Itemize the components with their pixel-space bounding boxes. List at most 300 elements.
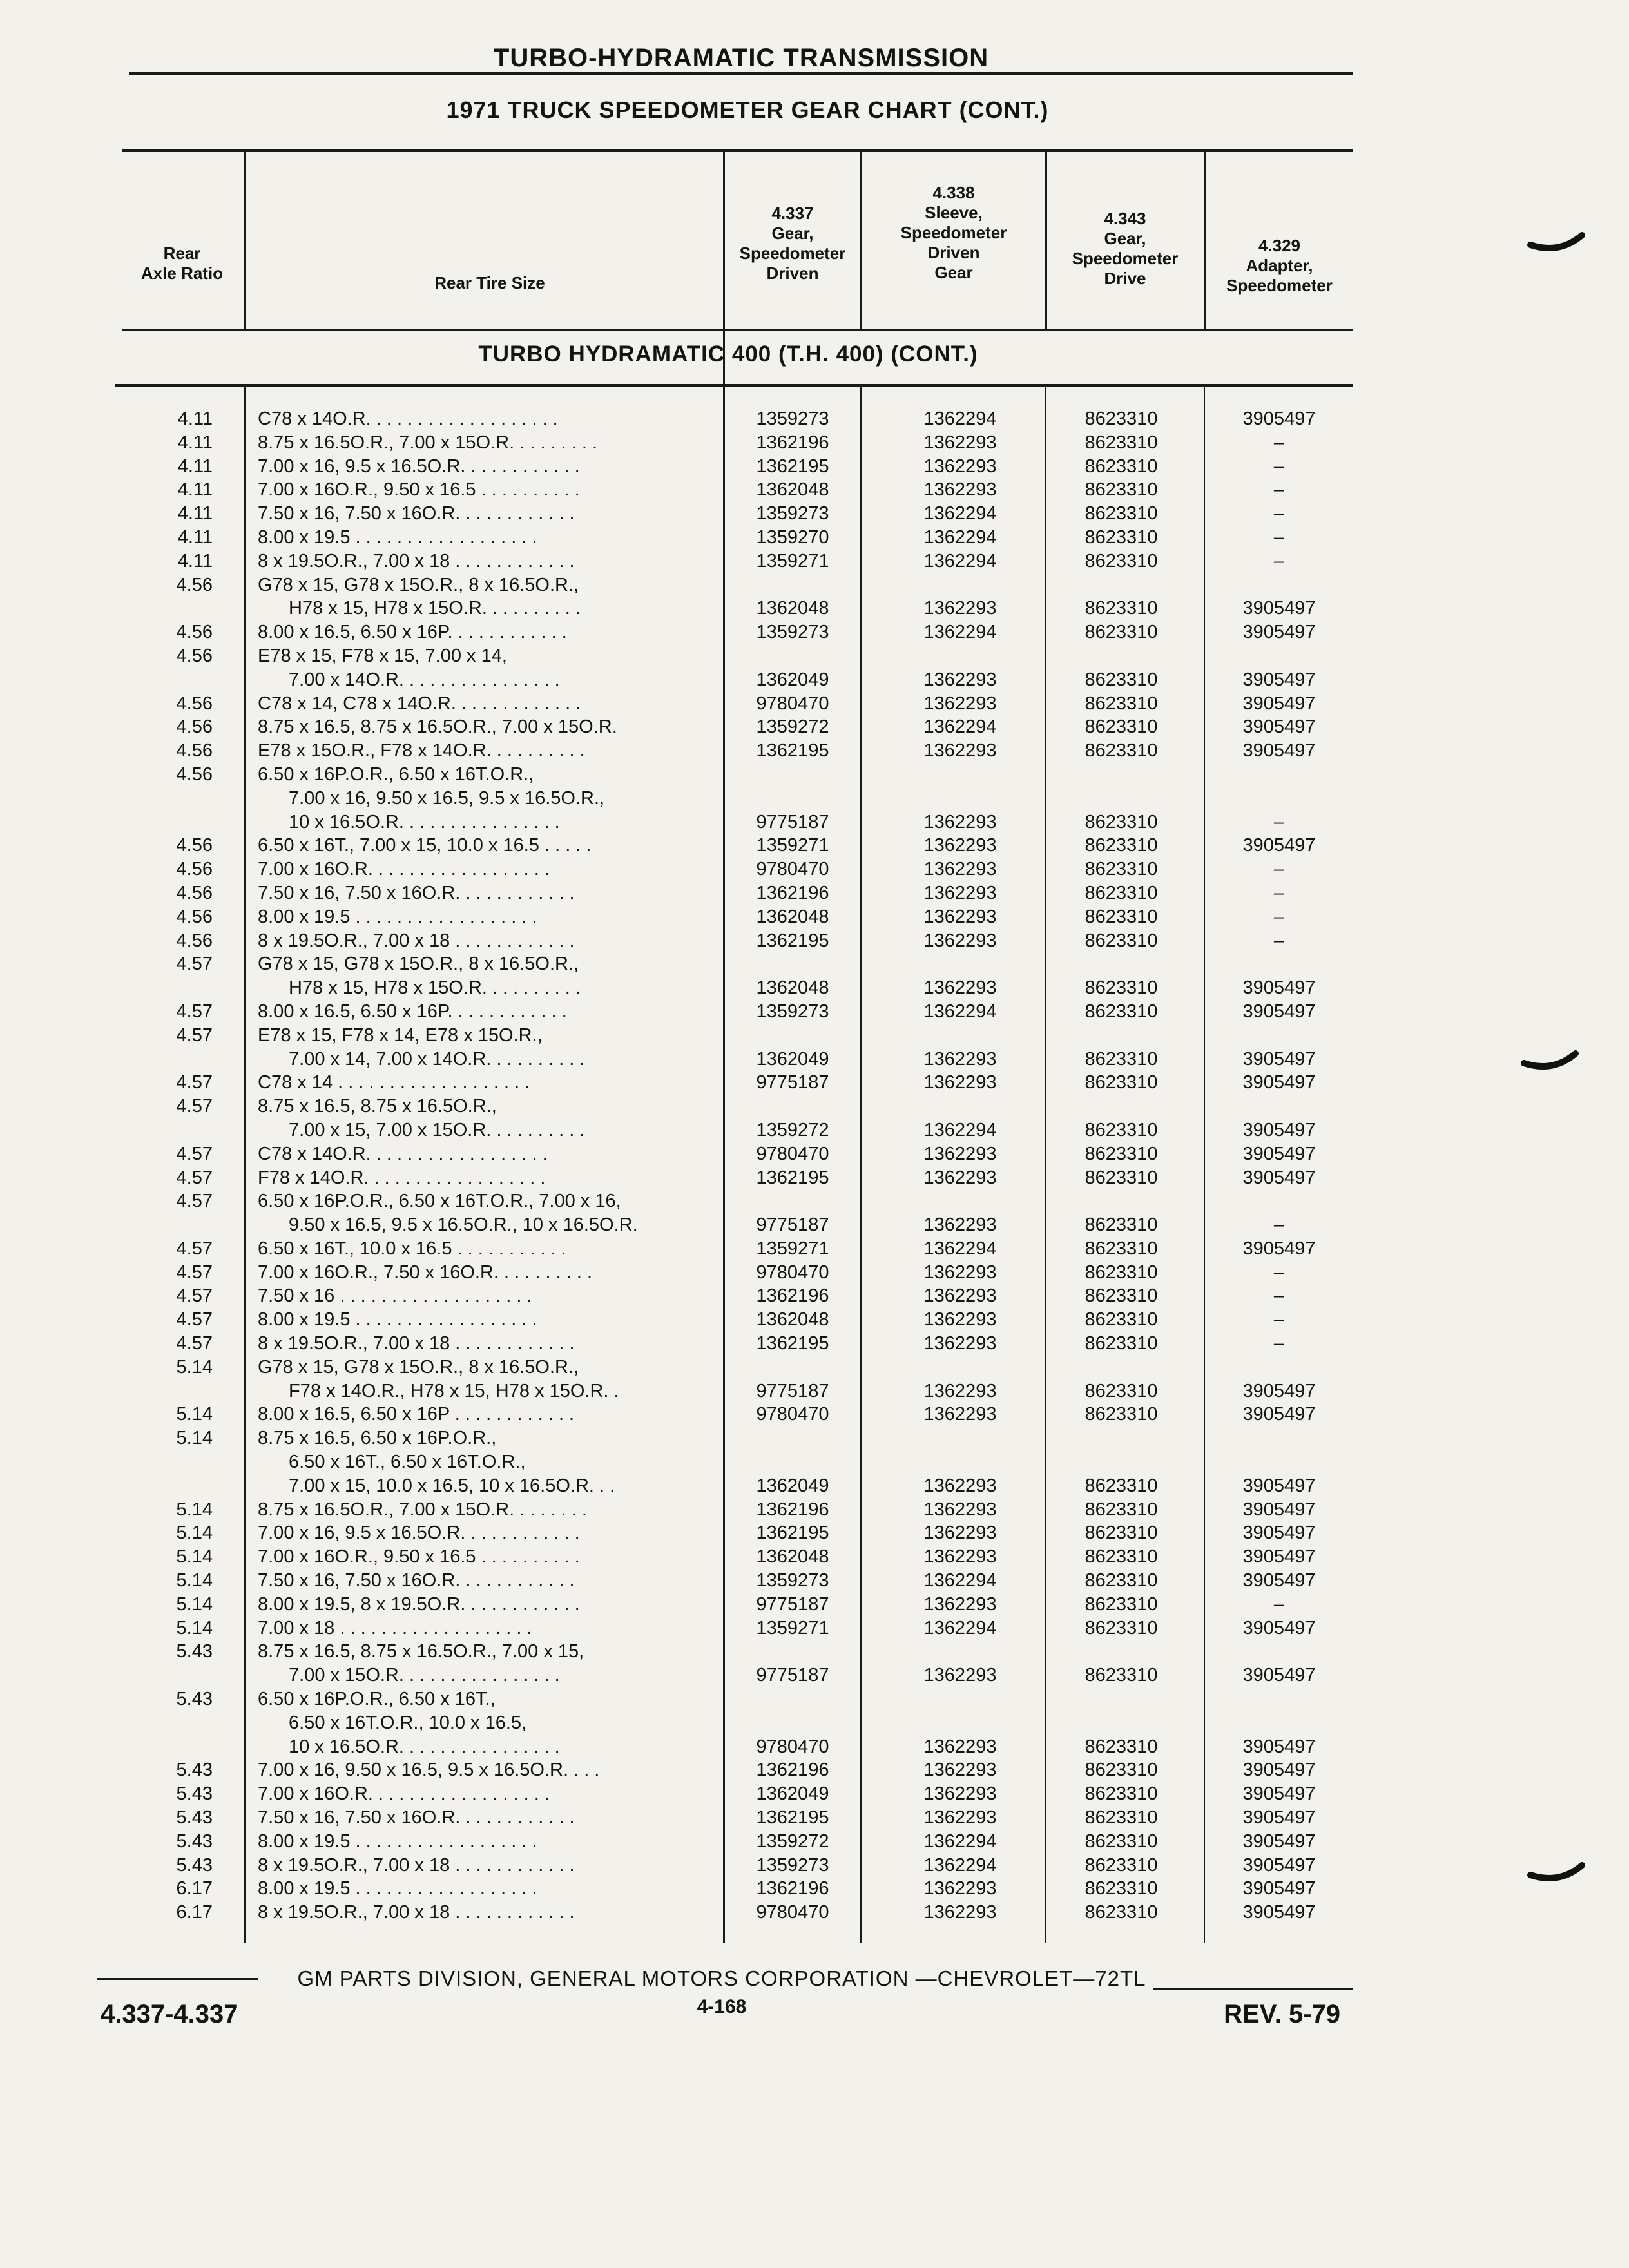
- speedometer-adapter-part: 3905497: [1242, 1499, 1316, 1520]
- rear-tire-size: 8.00 x 19.5 . . . . . . . . . . . . . . . . . .: [258, 526, 537, 548]
- speedometer-adapter-part: 3905497: [1242, 716, 1316, 738]
- speedometer-drive-gear-part: 8623310: [1084, 716, 1158, 738]
- speedometer-adapter-part: –: [1273, 432, 1285, 453]
- speedometer-drive-gear-part: 8623310: [1084, 835, 1158, 856]
- speedometer-drive-gear-part: 8623310: [1084, 622, 1158, 643]
- footer-section-number: 4.337-4.337: [101, 2000, 238, 2028]
- driven-gear-sleeve-part: 1362294: [923, 1001, 997, 1022]
- driven-gear-sleeve-part: 1362293: [923, 432, 997, 453]
- table-row: [0, 644, 1629, 668]
- table-row: [0, 1356, 1629, 1379]
- rear-tire-size: 8.75 x 16.5O.R., 7.00 x 15O.R. . . . . . . . .: [258, 432, 598, 453]
- driven-gear-sleeve-part: 1362293: [923, 1380, 997, 1401]
- binder-hole-mark-middle: [1521, 1044, 1579, 1082]
- table-row: [0, 1498, 1629, 1522]
- driven-gear-sleeve-part: 1362293: [923, 1215, 997, 1236]
- driven-gear-sleeve-part: 1362293: [923, 1499, 997, 1520]
- speedometer-drive-gear-part: 8623310: [1084, 669, 1158, 690]
- rear-tire-size: 7.00 x 16O.R. . . . . . . . . . . . . . . . . .: [258, 859, 550, 880]
- speedometer-drive-gear-part: 8623310: [1084, 906, 1158, 927]
- column-header-driven-gear: 4.337 Gear, Speedometer Driven: [739, 204, 846, 283]
- rear-axle-ratio: 4.56: [176, 574, 213, 595]
- speedometer-drive-gear-part: 8623310: [1084, 1546, 1158, 1568]
- rear-tire-size: 8.75 x 16.5, 8.75 x 16.5O.R.,: [258, 1096, 497, 1117]
- speedometer-drive-gear-part: 8623310: [1084, 1736, 1158, 1757]
- table-row: [0, 1474, 1629, 1498]
- speedometer-driven-gear-part: 1362048: [756, 1309, 829, 1331]
- driven-gear-sleeve-part: 1362293: [923, 835, 997, 856]
- table-row: [0, 1758, 1629, 1782]
- driven-gear-sleeve-part: 1362294: [923, 503, 997, 524]
- rear-axle-ratio: 4.57: [176, 1191, 213, 1212]
- rear-tire-size: 8.75 x 16.5O.R., 7.00 x 15O.R. . . . . . . .: [258, 1499, 587, 1520]
- table-row: [0, 881, 1629, 905]
- rear-axle-ratio: 4.56: [176, 693, 213, 714]
- table-row: [0, 834, 1629, 858]
- rear-axle-ratio: 4.11: [177, 503, 213, 524]
- driven-gear-sleeve-part: 1362294: [923, 1238, 997, 1259]
- driven-gear-sleeve-part: 1362293: [923, 740, 997, 762]
- rear-tire-size: 8 x 19.5O.R., 7.00 x 18 . . . . . . . . . . . .: [258, 1333, 575, 1354]
- speedometer-driven-gear-part: 1362195: [756, 1523, 829, 1544]
- speedometer-driven-gear-part: 9780470: [756, 1404, 829, 1425]
- table-row: [0, 455, 1629, 479]
- rear-tire-size: C78 x 14 . . . . . . . . . . . . . . . . . . .: [258, 1072, 530, 1093]
- speedometer-adapter-part: 3905497: [1242, 1143, 1316, 1164]
- rear-tire-size: 7.00 x 16O.R., 9.50 x 16.5 . . . . . . . . . .: [258, 1546, 580, 1568]
- speedometer-driven-gear-part: 1359271: [756, 1238, 829, 1259]
- speedometer-driven-gear-part: 1359270: [756, 526, 829, 548]
- table-row: [0, 1261, 1629, 1285]
- rear-axle-ratio: 5.14: [176, 1356, 213, 1378]
- rear-axle-ratio: 4.57: [176, 1167, 213, 1188]
- speedometer-driven-gear-part: 9775187: [756, 1593, 829, 1615]
- table-row: [0, 1379, 1629, 1403]
- speedometer-drive-gear-part: 8623310: [1084, 1048, 1158, 1070]
- driven-gear-sleeve-part: 1362293: [923, 859, 997, 880]
- speedometer-driven-gear-part: 1362195: [756, 1167, 829, 1188]
- speedometer-driven-gear-part: 1359273: [756, 1854, 829, 1876]
- speedometer-adapter-part: –: [1273, 1215, 1285, 1236]
- driven-gear-sleeve-part: 1362293: [923, 1807, 997, 1829]
- table-row: [0, 1427, 1629, 1450]
- speedometer-adapter-part: –: [1273, 1593, 1285, 1615]
- speedometer-adapter-part: 3905497: [1242, 1523, 1316, 1544]
- speedometer-drive-gear-part: 8623310: [1084, 1309, 1158, 1331]
- speedometer-drive-gear-part: 8623310: [1084, 1404, 1158, 1425]
- rear-tire-size: E78 x 15O.R., F78 x 14O.R. . . . . . . . . .: [258, 740, 585, 762]
- rear-axle-ratio: 5.43: [176, 1760, 213, 1781]
- table-row: [0, 550, 1629, 573]
- table-row: [0, 1095, 1629, 1119]
- speedometer-adapter-part: 3905497: [1242, 1380, 1316, 1401]
- speedometer-adapter-part: 3905497: [1242, 1854, 1316, 1876]
- table-row: [0, 1403, 1629, 1427]
- rear-tire-size: 6.50 x 16P.O.R., 6.50 x 16T.,: [258, 1689, 496, 1710]
- driven-gear-sleeve-part: 1362294: [923, 550, 997, 572]
- driven-gear-sleeve-part: 1362293: [923, 1143, 997, 1164]
- speedometer-drive-gear-part: 8623310: [1084, 1001, 1158, 1022]
- rear-axle-ratio: 4.56: [176, 764, 213, 785]
- driven-gear-sleeve-part: 1362293: [923, 906, 997, 927]
- speedometer-drive-gear-part: 8623310: [1084, 930, 1158, 951]
- speedometer-drive-gear-part: 8623310: [1084, 1783, 1158, 1805]
- speedometer-adapter-part: –: [1273, 906, 1285, 927]
- table-row: [0, 1237, 1629, 1261]
- rear-tire-size: 7.00 x 18 . . . . . . . . . . . . . . . . . . .: [258, 1617, 532, 1639]
- table-row: [0, 1901, 1629, 1925]
- chart-subtitle: 1971 TRUCK SPEEDOMETER GEAR CHART (CONT.): [446, 97, 1049, 123]
- table-row: [0, 715, 1629, 739]
- rear-tire-size: 7.00 x 16, 9.5 x 16.5O.R. . . . . . . . . . . .: [258, 456, 580, 477]
- rear-tire-size: 8.00 x 19.5, 8 x 19.5O.R. . . . . . . . . . . .: [258, 1593, 580, 1615]
- rear-tire-size: 10 x 16.5O.R. . . . . . . . . . . . . . . .: [289, 811, 560, 832]
- rear-tire-size: 8 x 19.5O.R., 7.00 x 18 . . . . . . . . . . . .: [258, 1854, 575, 1876]
- speedometer-adapter-part: 3905497: [1242, 1475, 1316, 1496]
- driven-gear-sleeve-part: 1362293: [923, 882, 997, 903]
- rear-axle-ratio: 5.14: [176, 1404, 213, 1425]
- speedometer-driven-gear-part: 9780470: [756, 1143, 829, 1164]
- rear-axle-ratio: 4.11: [177, 432, 213, 453]
- speedometer-adapter-part: 3905497: [1242, 1760, 1316, 1781]
- speedometer-drive-gear-part: 8623310: [1084, 1072, 1158, 1093]
- rear-axle-ratio: 4.56: [176, 835, 213, 856]
- rear-tire-size: 7.00 x 16, 9.5 x 16.5O.R. . . . . . . . . . . .: [258, 1523, 580, 1544]
- speedometer-adapter-part: 3905497: [1242, 1546, 1316, 1568]
- speedometer-driven-gear-part: 1359273: [756, 503, 829, 524]
- driven-gear-sleeve-part: 1362293: [923, 1285, 997, 1307]
- speedometer-drive-gear-part: 8623310: [1084, 740, 1158, 762]
- rear-axle-ratio: 4.57: [176, 1238, 213, 1259]
- speedometer-drive-gear-part: 8623310: [1084, 408, 1158, 429]
- speedometer-drive-gear-part: 8623310: [1084, 1238, 1158, 1259]
- speedometer-drive-gear-part: 8623310: [1084, 1215, 1158, 1236]
- speedometer-drive-gear-part: 8623310: [1084, 1167, 1158, 1188]
- table-row: [0, 526, 1629, 550]
- speedometer-driven-gear-part: 1362048: [756, 1546, 829, 1568]
- table-row: [0, 1071, 1629, 1095]
- speedometer-driven-gear-part: 9775187: [756, 1665, 829, 1686]
- speedometer-driven-gear-part: 1359273: [756, 622, 829, 643]
- rear-tire-size: 8 x 19.5O.R., 7.00 x 18 . . . . . . . . . . . .: [258, 550, 575, 572]
- rear-tire-size: E78 x 15, F78 x 14, E78 x 15O.R.,: [258, 1024, 543, 1046]
- driven-gear-sleeve-part: 1362293: [923, 1262, 997, 1283]
- rear-tire-size: 7.00 x 16, 9.50 x 16.5, 9.5 x 16.5O.R. . . .: [258, 1760, 600, 1781]
- speedometer-drive-gear-part: 8623310: [1084, 1143, 1158, 1164]
- table-row: [0, 620, 1629, 644]
- driven-gear-sleeve-part: 1362293: [923, 1902, 997, 1923]
- speedometer-driven-gear-part: 9780470: [756, 1902, 829, 1923]
- table-row: [0, 1687, 1629, 1711]
- rear-axle-ratio: 4.57: [176, 1143, 213, 1164]
- speedometer-driven-gear-part: 9775187: [756, 1215, 829, 1236]
- driven-gear-sleeve-part: 1362293: [923, 1523, 997, 1544]
- rear-tire-size: 7.50 x 16 . . . . . . . . . . . . . . . . . . .: [258, 1285, 532, 1307]
- speedometer-driven-gear-part: 1359271: [756, 1617, 829, 1639]
- driven-gear-sleeve-part: 1362293: [923, 1736, 997, 1757]
- speedometer-driven-gear-part: 1362049: [756, 1783, 829, 1805]
- rear-axle-ratio: 5.43: [176, 1783, 213, 1805]
- driven-gear-sleeve-part: 1362294: [923, 1854, 997, 1876]
- driven-gear-sleeve-part: 1362293: [923, 1760, 997, 1781]
- speedometer-drive-gear-part: 8623310: [1084, 550, 1158, 572]
- table-row: [0, 1545, 1629, 1569]
- speedometer-adapter-part: –: [1273, 1333, 1285, 1354]
- table-row: [0, 1854, 1629, 1878]
- driven-gear-sleeve-part: 1362293: [923, 1309, 997, 1331]
- rear-axle-ratio: 4.56: [176, 906, 213, 927]
- driven-gear-sleeve-part: 1362293: [923, 598, 997, 619]
- table-row: [0, 905, 1629, 929]
- speedometer-drive-gear-part: 8623310: [1084, 977, 1158, 999]
- rear-tire-size: 9.50 x 16.5, 9.5 x 16.5O.R., 10 x 16.5O.R.: [289, 1215, 638, 1236]
- speedometer-adapter-part: 3905497: [1242, 408, 1316, 429]
- driven-gear-sleeve-part: 1362293: [923, 930, 997, 951]
- table-row: [0, 431, 1629, 455]
- speedometer-driven-gear-part: 1362048: [756, 977, 829, 999]
- rear-tire-size: 6.50 x 16T.O.R., 10.0 x 16.5,: [289, 1712, 527, 1733]
- speedometer-drive-gear-part: 8623310: [1084, 1831, 1158, 1852]
- table-row: [0, 1640, 1629, 1664]
- speedometer-adapter-part: –: [1273, 882, 1285, 903]
- column-header-axle-ratio: Rear Axle Ratio: [140, 244, 224, 283]
- column-header-adapter: 4.329 Adapter, Speedometer: [1226, 236, 1333, 295]
- rear-axle-ratio: 5.14: [176, 1617, 213, 1639]
- speedometer-drive-gear-part: 8623310: [1084, 859, 1158, 880]
- rear-axle-ratio: 4.57: [176, 1096, 213, 1117]
- speedometer-adapter-part: 3905497: [1242, 1831, 1316, 1852]
- rear-tire-size: 10 x 16.5O.R. . . . . . . . . . . . . . . .: [289, 1736, 560, 1757]
- speedometer-adapter-part: –: [1273, 1262, 1285, 1283]
- speedometer-driven-gear-part: 1362048: [756, 479, 829, 501]
- speedometer-adapter-part: 3905497: [1242, 835, 1316, 856]
- speedometer-drive-gear-part: 8623310: [1084, 1475, 1158, 1496]
- speedometer-driven-gear-part: 9780470: [756, 693, 829, 714]
- speedometer-adapter-part: 3905497: [1242, 1167, 1316, 1188]
- rear-axle-ratio: 6.17: [176, 1902, 213, 1923]
- speedometer-adapter-part: 3905497: [1242, 1807, 1316, 1829]
- table-row: [0, 1048, 1629, 1072]
- rear-axle-ratio: 4.11: [177, 550, 213, 572]
- speedometer-adapter-part: 3905497: [1242, 598, 1316, 619]
- driven-gear-sleeve-part: 1362293: [923, 1048, 997, 1070]
- table-row: [0, 1569, 1629, 1593]
- speedometer-drive-gear-part: 8623310: [1084, 1380, 1158, 1401]
- table-row: [0, 597, 1629, 620]
- driven-gear-sleeve-part: 1362294: [923, 1831, 997, 1852]
- speedometer-drive-gear-part: 8623310: [1084, 1665, 1158, 1686]
- speedometer-driven-gear-part: 1362195: [756, 456, 829, 477]
- rear-tire-size: 8.00 x 19.5 . . . . . . . . . . . . . . . . . .: [258, 906, 537, 927]
- speedometer-drive-gear-part: 8623310: [1084, 503, 1158, 524]
- speedometer-adapter-part: –: [1273, 1285, 1285, 1307]
- speedometer-drive-gear-part: 8623310: [1084, 811, 1158, 832]
- speedometer-drive-gear-part: 8623310: [1084, 1760, 1158, 1781]
- speedometer-adapter-part: 3905497: [1242, 1048, 1316, 1070]
- table-row: [0, 1119, 1629, 1142]
- rear-tire-size: 8.00 x 16.5, 6.50 x 16P . . . . . . . . . . . .: [258, 1404, 575, 1425]
- driven-gear-sleeve-part: 1362294: [923, 1570, 997, 1591]
- speedometer-drive-gear-part: 8623310: [1084, 1499, 1158, 1520]
- rear-axle-ratio: 5.14: [176, 1523, 213, 1544]
- rear-tire-size: 6.50 x 16P.O.R., 6.50 x 16T.O.R.,: [258, 764, 534, 785]
- table-row: [0, 811, 1629, 834]
- table-row: [0, 502, 1629, 526]
- speedometer-driven-gear-part: 1362049: [756, 1048, 829, 1070]
- table-row: [0, 1450, 1629, 1474]
- speedometer-driven-gear-part: 1359273: [756, 1001, 829, 1022]
- speedometer-driven-gear-part: 9780470: [756, 1736, 829, 1757]
- table-row: [0, 1213, 1629, 1237]
- rear-tire-size: G78 x 15, G78 x 15O.R., 8 x 16.5O.R.,: [258, 1356, 579, 1378]
- rear-axle-ratio: 4.57: [176, 1333, 213, 1354]
- rear-tire-size: 8.75 x 16.5, 8.75 x 16.5O.R., 7.00 x 15O.R.: [258, 716, 617, 738]
- rear-axle-ratio: 5.43: [176, 1831, 213, 1852]
- table-row: [0, 858, 1629, 881]
- table-row: [0, 1735, 1629, 1759]
- driven-gear-sleeve-part: 1362293: [923, 1072, 997, 1093]
- rear-tire-size: 7.50 x 16, 7.50 x 16O.R. . . . . . . . . . . .: [258, 882, 575, 903]
- driven-gear-sleeve-part: 1362293: [923, 1333, 997, 1354]
- table-row: [0, 1284, 1629, 1308]
- table-row: [0, 1593, 1629, 1617]
- speedometer-adapter-part: 3905497: [1242, 622, 1316, 643]
- table-row: [0, 1782, 1629, 1806]
- table-row: [0, 952, 1629, 976]
- speedometer-drive-gear-part: 8623310: [1084, 526, 1158, 548]
- speedometer-adapter-part: 3905497: [1242, 1878, 1316, 1899]
- driven-gear-sleeve-part: 1362293: [923, 811, 997, 832]
- speedometer-driven-gear-part: 1362195: [756, 1807, 829, 1829]
- table-row: [0, 763, 1629, 787]
- driven-gear-sleeve-part: 1362293: [923, 1475, 997, 1496]
- rear-axle-ratio: 6.17: [176, 1878, 213, 1899]
- speedometer-drive-gear-part: 8623310: [1084, 1617, 1158, 1639]
- binder-hole-mark-bottom: [1527, 1856, 1585, 1894]
- rear-tire-size: C78 x 14O.R. . . . . . . . . . . . . . . . . . .: [258, 408, 558, 429]
- rear-tire-size: 6.50 x 16T., 10.0 x 16.5 . . . . . . . . . . .: [258, 1238, 566, 1259]
- speedometer-adapter-part: 3905497: [1242, 1238, 1316, 1259]
- rear-tire-size: 8.75 x 16.5, 8.75 x 16.5O.R., 7.00 x 15,: [258, 1641, 584, 1662]
- driven-gear-sleeve-part: 1362293: [923, 693, 997, 714]
- column-header-drive-gear: 4.343 Gear, Speedometer Drive: [1072, 209, 1179, 288]
- rear-axle-ratio: 5.43: [176, 1689, 213, 1710]
- speedometer-drive-gear-part: 8623310: [1084, 479, 1158, 501]
- speedometer-driven-gear-part: 1362049: [756, 669, 829, 690]
- rear-tire-size: 8.00 x 19.5 . . . . . . . . . . . . . . . . . .: [258, 1309, 537, 1331]
- rear-axle-ratio: 4.57: [176, 1001, 213, 1022]
- speedometer-adapter-part: –: [1273, 456, 1285, 477]
- table-row: [0, 1711, 1629, 1735]
- rear-tire-size: 8 x 19.5O.R., 7.00 x 18 . . . . . . . . . . . .: [258, 1902, 575, 1923]
- rear-tire-size: 8.00 x 19.5 . . . . . . . . . . . . . . . . . .: [258, 1878, 537, 1899]
- rear-axle-ratio: 5.14: [176, 1570, 213, 1591]
- driven-gear-sleeve-part: 1362294: [923, 1617, 997, 1639]
- rear-axle-ratio: 4.57: [176, 1285, 213, 1307]
- speedometer-adapter-part: –: [1273, 479, 1285, 501]
- driven-gear-sleeve-part: 1362293: [923, 977, 997, 999]
- rear-tire-size: 7.00 x 16O.R., 9.50 x 16.5 . . . . . . . . . .: [258, 479, 580, 501]
- speedometer-adapter-part: 3905497: [1242, 740, 1316, 762]
- speedometer-drive-gear-part: 8623310: [1084, 432, 1158, 453]
- table-row: [0, 739, 1629, 763]
- rear-tire-size: E78 x 15, F78 x 15, 7.00 x 14,: [258, 645, 507, 666]
- driven-gear-sleeve-part: 1362293: [923, 456, 997, 477]
- speedometer-driven-gear-part: 1362196: [756, 1760, 829, 1781]
- rear-tire-size: 7.00 x 14O.R. . . . . . . . . . . . . . . .: [289, 669, 560, 690]
- rear-tire-size: 7.50 x 16, 7.50 x 16O.R. . . . . . . . . . . .: [258, 1570, 575, 1591]
- section-bottom-rule: [115, 384, 1353, 387]
- footer-publisher: GM PARTS DIVISION, GENERAL MOTORS CORPORATION —CHEVROLET—72TL: [297, 1966, 1146, 1990]
- table-row: [0, 1664, 1629, 1687]
- speedometer-adapter-part: 3905497: [1242, 977, 1316, 999]
- rear-axle-ratio: 4.57: [176, 954, 213, 975]
- table-row: [0, 407, 1629, 431]
- rear-axle-ratio: 5.14: [176, 1593, 213, 1615]
- driven-gear-sleeve-part: 1362293: [923, 1167, 997, 1188]
- rear-axle-ratio: 4.11: [177, 408, 213, 429]
- table-row: [0, 1000, 1629, 1024]
- speedometer-driven-gear-part: 1359273: [756, 408, 829, 429]
- driven-gear-sleeve-part: 1362293: [923, 1783, 997, 1805]
- speedometer-driven-gear-part: 9780470: [756, 1262, 829, 1283]
- speedometer-driven-gear-part: 1362195: [756, 1333, 829, 1354]
- rear-axle-ratio: 5.14: [176, 1428, 213, 1449]
- column-header-tire-size: Rear Tire Size: [434, 273, 545, 293]
- rear-tire-size: H78 x 15, H78 x 15O.R. . . . . . . . . .: [289, 977, 581, 999]
- rear-tire-size: C78 x 14, C78 x 14O.R. . . . . . . . . . . . .: [258, 693, 581, 714]
- binder-hole-mark-top: [1527, 226, 1585, 264]
- table-row: [0, 1806, 1629, 1830]
- table-row: [0, 478, 1629, 502]
- speedometer-adapter-part: 3905497: [1242, 669, 1316, 690]
- rear-tire-size: F78 x 14O.R., H78 x 15, H78 x 15O.R. .: [289, 1380, 619, 1401]
- speedometer-adapter-part: –: [1273, 930, 1285, 951]
- driven-gear-sleeve-part: 1362293: [923, 1665, 997, 1686]
- speedometer-adapter-part: –: [1273, 503, 1285, 524]
- rear-tire-size: 7.00 x 16O.R., 7.50 x 16O.R. . . . . . . . . .: [258, 1262, 592, 1283]
- table-row: [0, 1024, 1629, 1048]
- rear-axle-ratio: 5.43: [176, 1641, 213, 1662]
- speedometer-drive-gear-part: 8623310: [1084, 1333, 1158, 1354]
- header-top-rule: [122, 149, 1353, 152]
- speedometer-adapter-part: 3905497: [1242, 1783, 1316, 1805]
- rear-tire-size: H78 x 15, H78 x 15O.R. . . . . . . . . .: [289, 598, 581, 619]
- rear-tire-size: 7.00 x 16, 9.50 x 16.5, 9.5 x 16.5O.R.,: [289, 787, 605, 809]
- rear-tire-size: F78 x 14O.R. . . . . . . . . . . . . . . . . .: [258, 1167, 546, 1188]
- speedometer-adapter-part: 3905497: [1242, 1001, 1316, 1022]
- rear-tire-size: C78 x 14O.R. . . . . . . . . . . . . . . . . .: [258, 1143, 548, 1164]
- rear-tire-size: 7.00 x 14, 7.00 x 14O.R. . . . . . . . . .: [289, 1048, 585, 1070]
- driven-gear-sleeve-part: 1362294: [923, 622, 997, 643]
- speedometer-driven-gear-part: 1362048: [756, 598, 829, 619]
- speedometer-drive-gear-part: 8623310: [1084, 1570, 1158, 1591]
- speedometer-adapter-part: –: [1273, 859, 1285, 880]
- speedometer-drive-gear-part: 8623310: [1084, 1878, 1158, 1899]
- speedometer-driven-gear-part: 1359272: [756, 716, 829, 738]
- speedometer-driven-gear-part: 1362196: [756, 882, 829, 903]
- speedometer-adapter-part: 3905497: [1242, 693, 1316, 714]
- speedometer-adapter-part: 3905497: [1242, 1665, 1316, 1686]
- footer-revision: REV. 5-79: [1224, 2000, 1340, 2028]
- rear-axle-ratio: 4.11: [177, 479, 213, 501]
- rear-tire-size: 6.50 x 16P.O.R., 6.50 x 16T.O.R., 7.00 x 16,: [258, 1191, 621, 1212]
- speedometer-driven-gear-part: 1362049: [756, 1475, 829, 1496]
- speedometer-adapter-part: 3905497: [1242, 1072, 1316, 1093]
- footer-left-rule: [97, 1978, 258, 1980]
- rear-tire-size: 8.00 x 16.5, 6.50 x 16P. . . . . . . . . . . .: [258, 622, 567, 643]
- driven-gear-sleeve-part: 1362293: [923, 1878, 997, 1899]
